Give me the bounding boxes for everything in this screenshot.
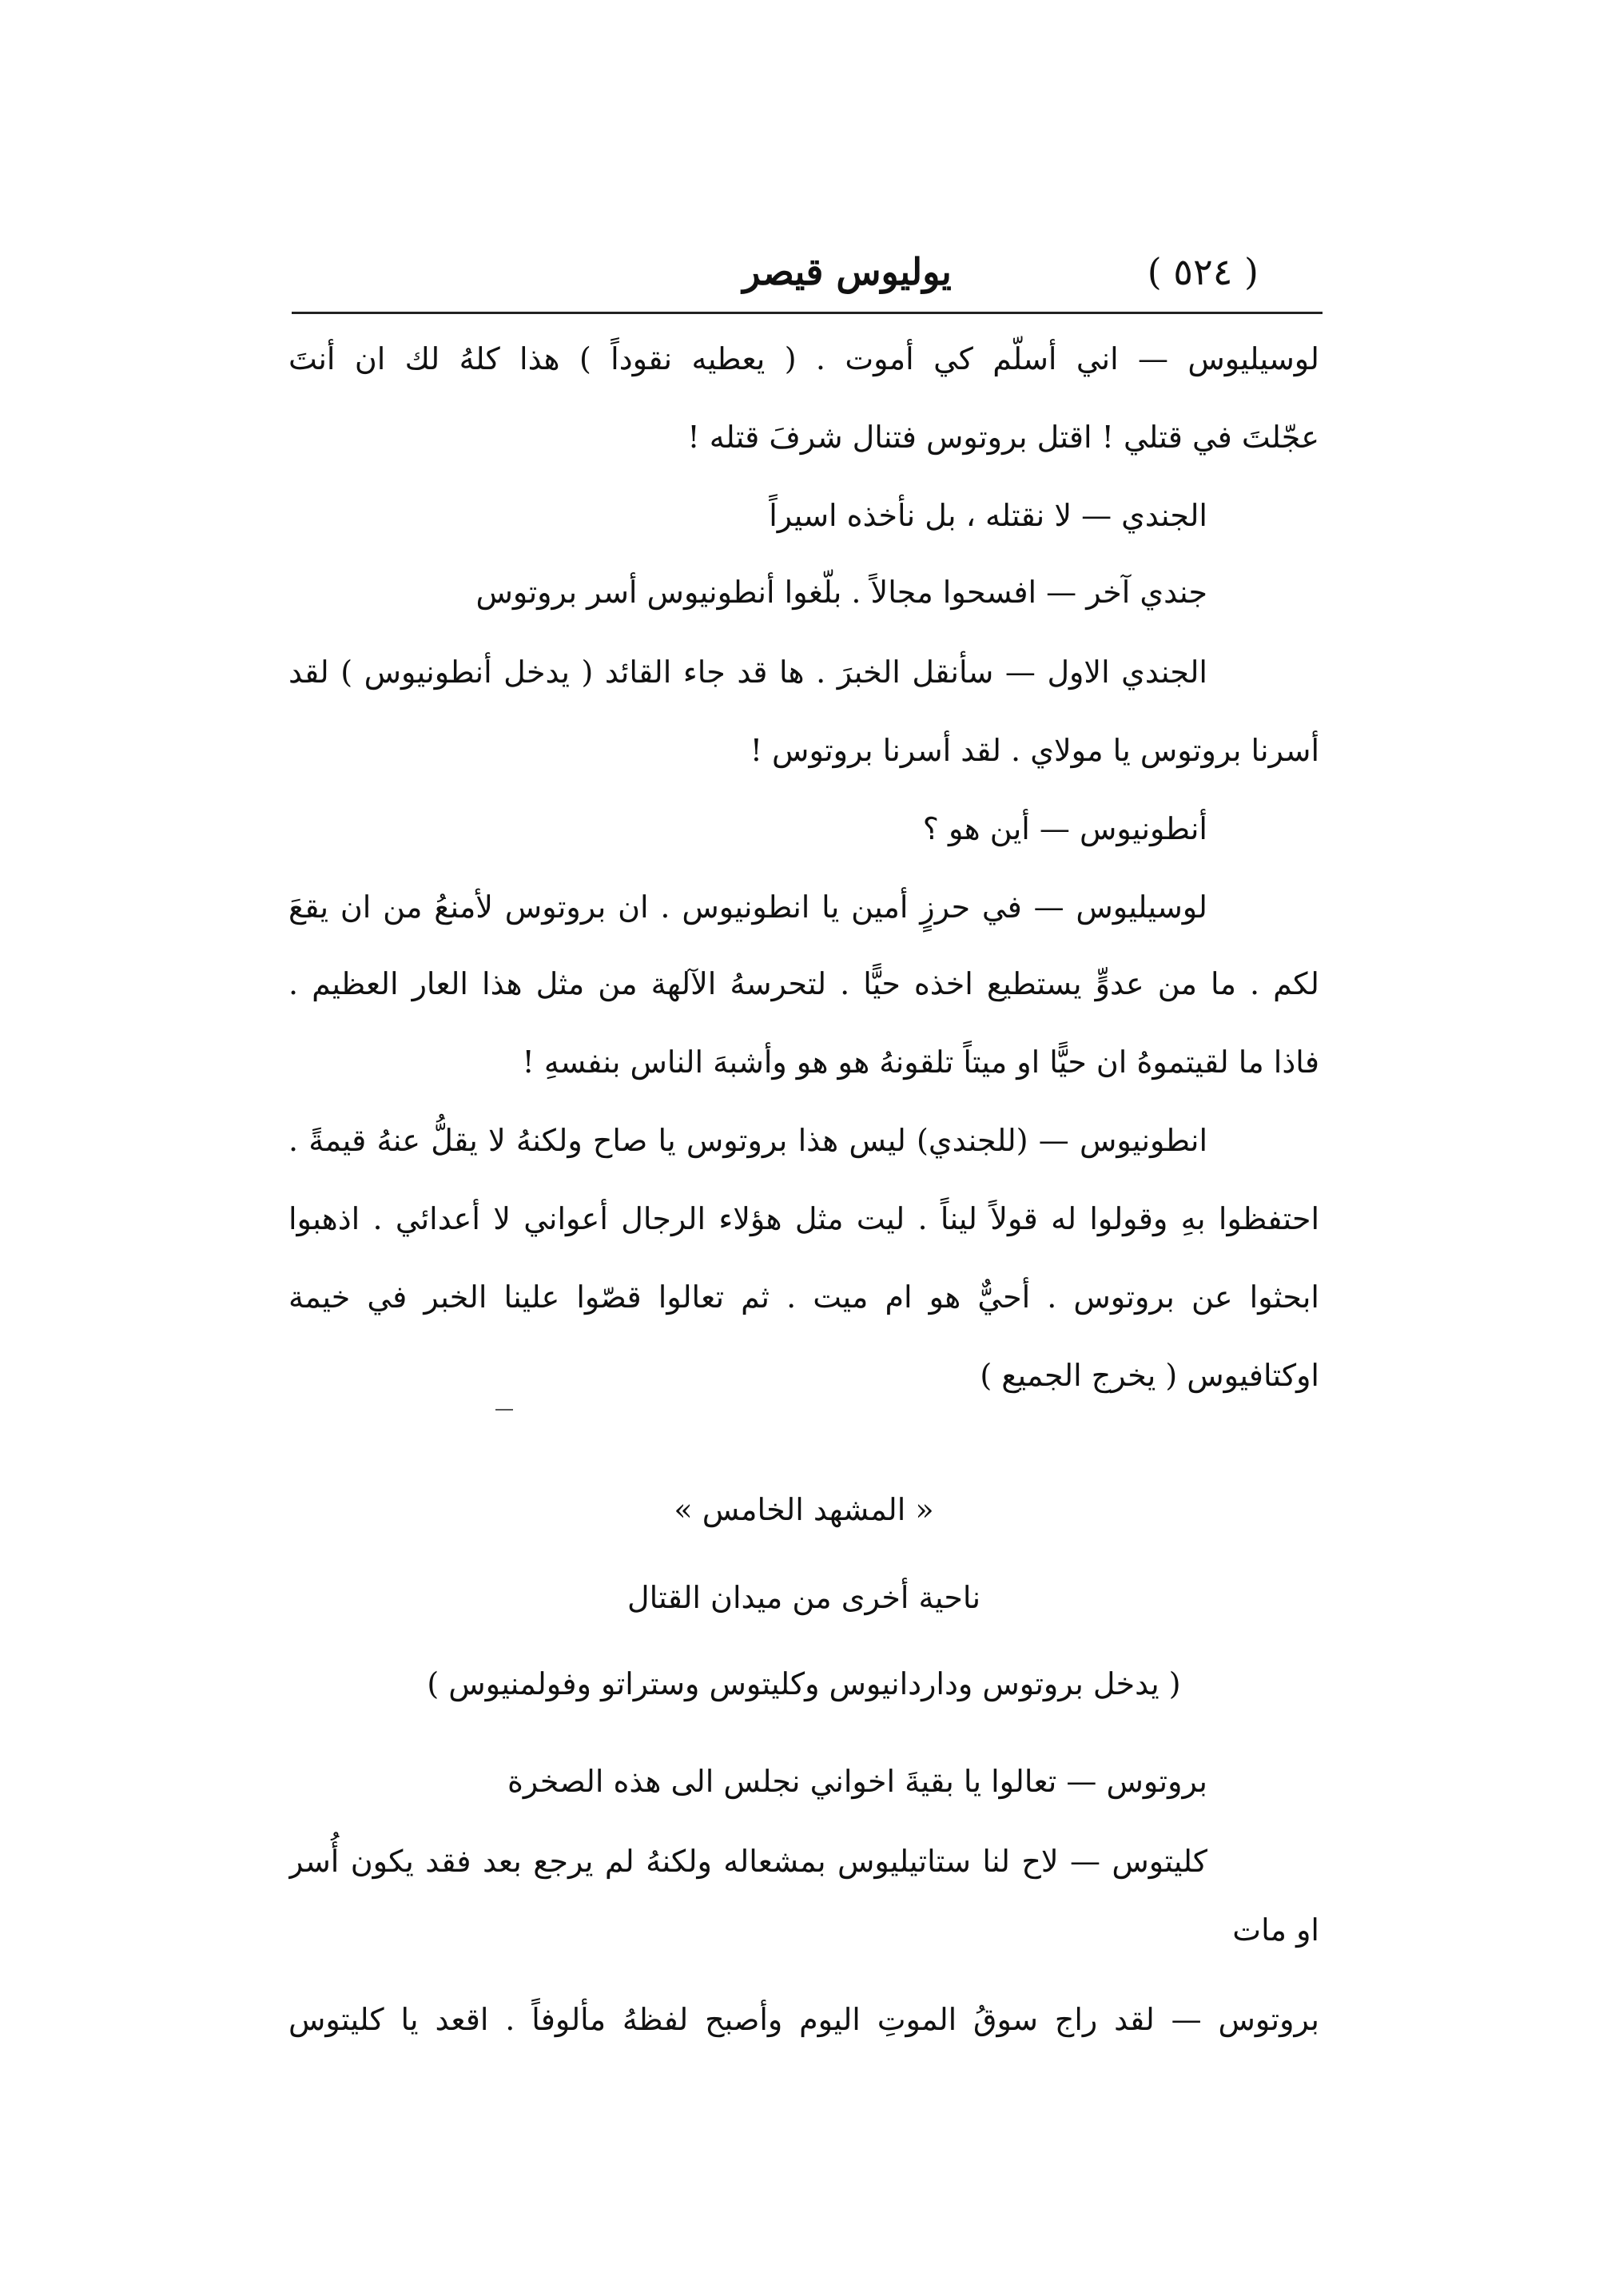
page-header: [284, 240, 1323, 304]
scene-heading: « المشهد الخامس »: [674, 1492, 934, 1527]
text-line: احتفظوا بهِ وقولوا له قولاً ليناً . ليت مثل هؤلاء الرجال أعواني لا أعدائي . اذهبوا: [288, 1201, 1319, 1236]
text-line: انطونيوس — (للجندي) ليس هذا بروتوس يا صاح ولكنهُ لا يقلُّ عنهُ قيمةً .: [288, 1123, 1207, 1158]
text-line: عجّلتَ في قتلي ! اقتل بروتوس فتنال شرفَ قتله !: [687, 420, 1319, 455]
text-line: بروتوس — تعالوا يا بقيةَ اخواني نجلس الى هذه الصخرة: [507, 1764, 1207, 1799]
text-line: لكم . ما من عدوٍّ يستطيع اخذه حيًّا . لتحرسهُ الآلهة من مثل هذا العار العظيم .: [288, 966, 1319, 1001]
text-line: فاذا ما لقيتموهُ ان حيًّا او ميتاً تلقونهُ هو هو وأشبهَ الناس بنفسهِ !: [522, 1045, 1319, 1080]
text-line: لوسيليوس — في حرزٍ أمين يا انطونيوس . ان بروتوس لأمنعُ من ان يقعَ: [288, 889, 1207, 925]
running-title: يوليوس قيصر: [742, 250, 952, 293]
text-line: بروتوس — لقد راج سوقُ الموتِ اليوم وأصبح لفظهُ مألوفاً . اقعد يا كليتوس: [288, 2002, 1319, 2037]
stage-direction: ( يدخل بروتوس وداردانيوس وكليتوس وستراتو وفولمنيوس ): [427, 1666, 1181, 1701]
text-line: اوكتافيوس ( يخرج الجميع ): [980, 1358, 1319, 1393]
scene-setting: ناحية أخرى من ميدان القتال: [626, 1580, 981, 1615]
text-line: جندي آخر — افسحوا مجالاً . بلّغوا أنطونيوس أسر بروتوس: [475, 575, 1207, 610]
header-rule: [292, 312, 1323, 314]
text-line: الجندي الاول — سأنقل الخبرَ . ها قد جاء القائد ( يدخل أنطونيوس ) لقد: [288, 655, 1207, 690]
divider: [495, 1409, 513, 1411]
text-line: أنطونيوس — أين هو ؟: [922, 811, 1207, 846]
text-line: أسرنا بروتوس يا مولاي . لقد أسرنا بروتوس !: [750, 733, 1319, 768]
text-line: ابحثوا عن بروتوس . أحيٌّ هو ام ميت . ثم تعالوا قصّوا علينا الخبر في خيمة: [288, 1279, 1319, 1315]
text-line: لوسيليوس — اني أسلّم كي أموت . ( يعطيه نقوداً ) هذا كلهُ لك ان أنتَ: [288, 341, 1319, 376]
text-line: الجندي — لا نقتله ، بل نأخذه اسيراً: [769, 498, 1207, 533]
text-line: او مات: [1232, 1912, 1319, 1948]
page-number: ( ٥٢٤ ): [1147, 250, 1259, 293]
text-line: كليتوس — لاح لنا ستاتيليوس بمشعاله ولكنهُ لم يرجع بعد فقد يكون أُسر: [288, 1844, 1207, 1879]
